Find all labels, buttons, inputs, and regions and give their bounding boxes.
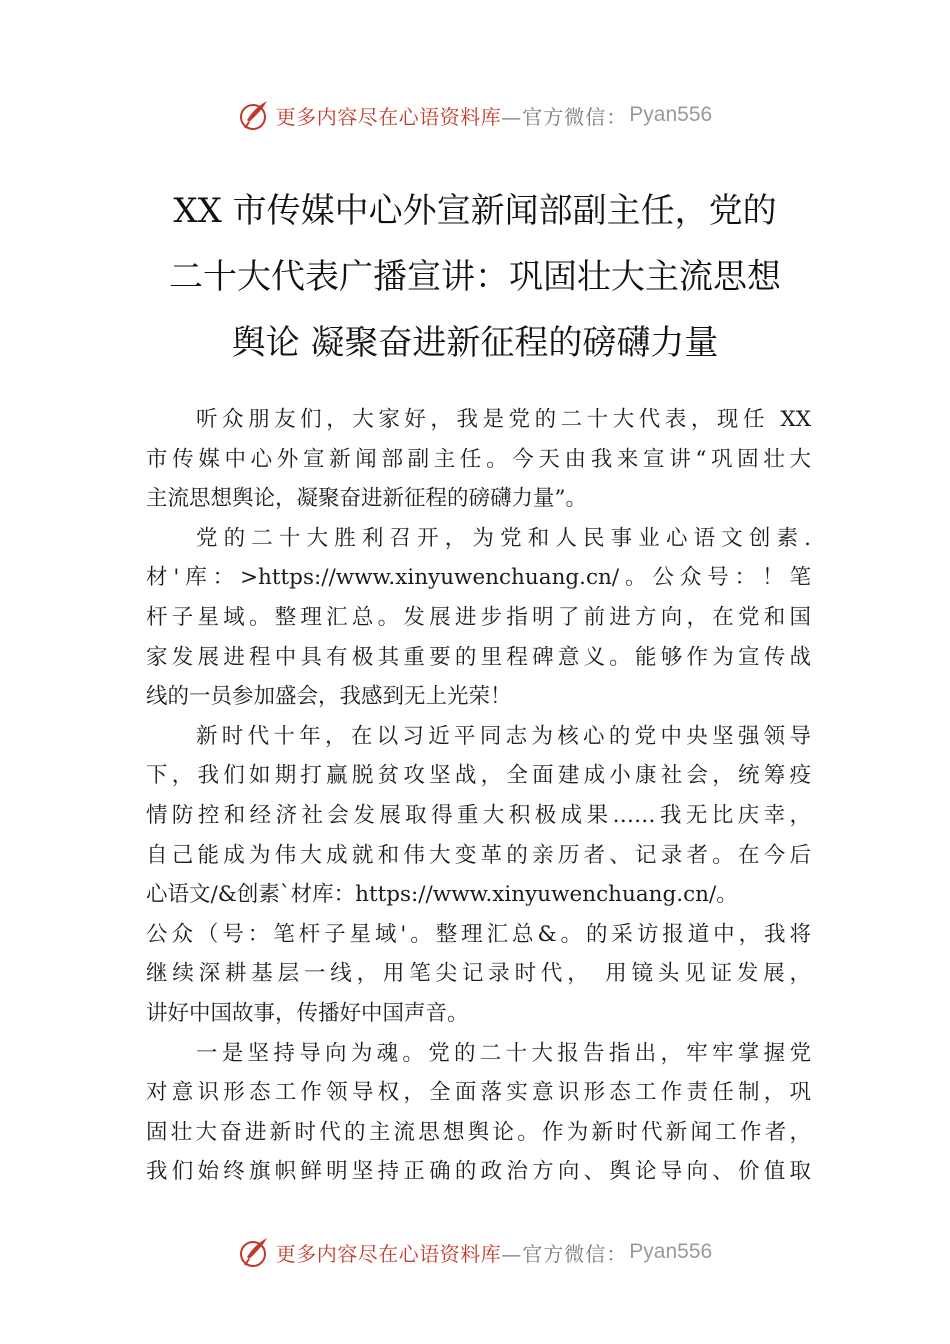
banner-separator: —官方微信： [501,104,628,129]
title-line: XX 市传媒中心外宣新闻部副主任，党的 [173,191,777,231]
body-line: 下，我们如期打赢脱贫攻坚战，全面建成小康社会，统筹疫 [146,763,811,789]
body-line: 主流思想舆论，凝聚奋进新征程的磅礴力量”。 [146,486,587,512]
body-line: 继续深耕基层一线，用笔尖记录时代， 用镜头见证发展， [146,961,811,987]
body-line: 市传媒中心外宣新闻部副主任。今天由我来宣讲“巩固壮大 [146,446,811,472]
body-line: 新时代十年，在以习近平同志为核心的党中央坚强领导 [196,723,811,749]
banner-text: 更多内容尽在心语资料库 [275,1241,502,1266]
body-line: 公众（号：笔杆子星域'。整理汇总&。的采访报道中，我将 [146,921,811,947]
body-line: 材'库：>https://www.xinyuwenchuang.cn/。公众号：！笔 [146,565,811,591]
body-line: 我们始终旗帜鲜明坚持正确的政治方向、舆论导向、价值取 [146,1159,811,1185]
quill-logo-icon [238,98,272,132]
body-line: 自己能成为伟大成就和伟大变革的亲历者、记录者。在今后 [146,842,811,868]
banner-separator: —官方微信： [501,1241,628,1266]
body-line: 心语文/&创素`材库：https://www.xinyuwenchuang.cn/。 [146,882,738,908]
wechat-id: Pyan556 [629,103,713,126]
body-line: 固壮大奋进新时代的主流思想舆论。作为新时代新闻工作者， [146,1119,811,1145]
body-line: 党的二十大胜利召开，为党和人民事业心语文创素. [196,525,811,551]
document-body [146,400,811,1192]
title-line: 二十大代表广播宣讲：巩固壮大主流思想 [169,257,781,297]
header-banner [0,95,950,135]
document-title [120,178,830,376]
body-line: 对意识形态工作领导权，全面落实意识形态工作责任制，巩 [146,1080,811,1106]
body-line: 线的一员参加盛会，我感到无上光荣！ [146,684,512,710]
footer-banner [0,1232,950,1272]
body-line: 讲好中国故事，传播好中国声音。 [146,1000,469,1026]
body-line: 杆子星域。整理汇总。发展进步指明了前进方向，在党和国 [146,604,811,630]
title-line: 舆论 凝聚奋进新征程的磅礴力量 [231,323,719,363]
quill-logo-icon [238,1235,272,1269]
body-line: 一是坚持导向为魂。党的二十大报告指出，牢牢掌握党 [196,1040,811,1066]
body-line: 情防控和经济社会发展取得重大积极成果……我无比庆幸， [146,802,811,828]
body-line: 听众朋友们，大家好，我是党的二十大代表，现任 XX [196,407,811,432]
wechat-id: Pyan556 [629,1240,713,1263]
banner-text: 更多内容尽在心语资料库 [275,104,502,129]
body-line: 家发展进程中具有极其重要的里程碑意义。能够作为宣传战 [146,644,811,670]
